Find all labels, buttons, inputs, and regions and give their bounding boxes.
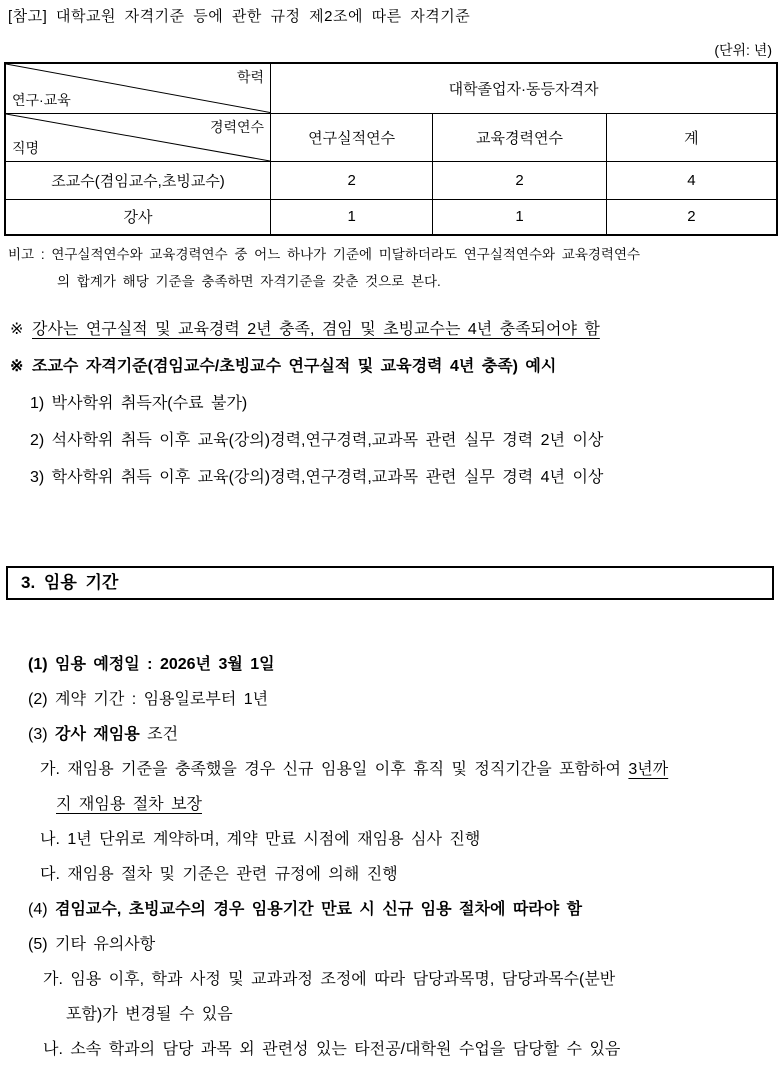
value-cell: 1 xyxy=(271,199,433,235)
employment-item-4 xyxy=(8,892,774,927)
employment-item-3 xyxy=(8,717,774,752)
column-header-research: 연구실적연수 xyxy=(271,113,433,161)
sub-ga-underlined: 3년까 xyxy=(628,761,669,778)
header-haklyeok: 학력 xyxy=(237,69,265,85)
remark-lecturer-text: 강사는 연구실적 및 교육경력 2년 충족, 겸임 및 초빙교수는 4년 충족되어야 함 xyxy=(32,321,600,338)
header-jikmyeong: 직명 xyxy=(12,139,40,156)
header-gyeonglyeok-yeonsu: 경력연수 xyxy=(209,118,265,135)
document-title: [참고] 대학교원 자격기준 등에 관한 규정 제2조에 따른 자격기준 xyxy=(8,8,471,25)
section-heading-box xyxy=(6,566,774,600)
remarks-block xyxy=(8,311,774,496)
unit-label: (단위: 년) xyxy=(714,42,772,58)
example-item-1: 1) 박사학위 취득자(수료 불가) xyxy=(30,395,248,412)
footnote-line-2: 의 합계가 해당 기준을 충족하면 자격기준을 갖춘 것으로 본다. xyxy=(57,274,441,289)
employment-item-2: (2) 계약 기간 : 임용일로부터 1년 xyxy=(28,691,269,708)
row-name-cell: 강사 xyxy=(5,199,271,235)
diagonal-header-cell-top xyxy=(5,63,271,113)
header-group-cell: 대학졸업자·동등자격자 xyxy=(271,63,777,113)
table-footnote xyxy=(8,241,774,295)
column-header-education: 교육경력연수 xyxy=(433,113,607,161)
sub-ga-text: 가. 재임용 기준을 충족했을 경우 신규 임용일 이후 휴직 및 정직기간을 포함하여 xyxy=(40,761,629,778)
section-heading: 3. 임용 기간 xyxy=(21,573,119,592)
example-item-2: 2) 석사학위 취득 이후 교육(강의)경력,연구경력,교과목 관련 실무 경력 2년 이상 xyxy=(30,432,604,449)
remark-assistant-professor-text: 조교수 자격기준(겸임교수/초빙교수 연구실적 및 교육경력 4년 충족) 예시 xyxy=(32,358,557,375)
value-cell: 2 xyxy=(271,161,433,199)
employment-period-list xyxy=(8,647,774,1067)
remark-lecturer xyxy=(8,311,774,348)
employment-item-3-sub-ga-continuation: 지 재임용 절차 보장 xyxy=(56,796,202,813)
item-3-suffix: 조건 xyxy=(139,726,179,743)
value-cell: 2 xyxy=(433,161,607,199)
employment-item-3-sub-na: 나. 1년 단위로 계약하며, 계약 만료 시점에 재임용 심사 진행 xyxy=(40,831,481,848)
reference-mark-icon: ※ xyxy=(10,321,24,338)
row-name-cell: 조교수(겸임교수,초빙교수) xyxy=(5,161,271,199)
column-header-total: 계 xyxy=(606,113,777,161)
employment-item-3-sub-ga xyxy=(8,752,774,787)
qualification-table xyxy=(4,62,778,236)
value-cell: 2 xyxy=(606,199,777,235)
employment-item-5-sub-ga-line-1: 가. 임용 이후, 학과 사정 및 교과과정 조정에 따라 담당과목명, 담당과목수(분반 xyxy=(43,971,616,988)
item-3-bold-text: 강사 재임용 xyxy=(55,726,140,743)
item-4-bold-text: 겸임교수, 초빙교수의 경우 임용기간 만료 시 신규 임용 절차에 따라야 함 xyxy=(55,901,583,918)
employment-item-1: (1) 임용 예정일 : 2026년 3월 1일 xyxy=(28,656,275,673)
item-3-prefix: (3) xyxy=(28,726,55,743)
table-row xyxy=(5,199,777,235)
value-cell: 4 xyxy=(606,161,777,199)
diagonal-header-cell-bottom xyxy=(5,113,271,161)
example-item-3: 3) 학사학위 취득 이후 교육(강의)경력,연구경력,교과목 관련 실무 경력 4년 이상 xyxy=(30,469,604,486)
header-yeongu-gyoyuk: 연구·교육 xyxy=(12,91,71,108)
employment-item-3-sub-da: 다. 재임용 절차 및 기준은 관련 규정에 의해 진행 xyxy=(40,866,398,883)
item-4-prefix: (4) xyxy=(28,901,55,918)
employment-item-5: (5) 기타 유의사항 xyxy=(28,936,156,953)
employment-item-5-sub-na: 나. 소속 학과의 담당 과목 외 관련성 있는 타전공/대학원 수업을 담당할 수 있음 xyxy=(43,1041,621,1058)
employment-item-5-sub-ga-line-2: 포함)가 변경될 수 있음 xyxy=(66,1006,233,1023)
table-row xyxy=(5,161,777,199)
remark-assistant-professor xyxy=(8,348,774,385)
reference-mark-icon: ※ xyxy=(10,358,24,375)
footnote-line-1: 비고 : 연구실적연수와 교육경력연수 중 어느 하나가 기준에 미달하더라도 연구실적연수와 교육경력연수 xyxy=(8,247,641,262)
value-cell: 1 xyxy=(433,199,607,235)
